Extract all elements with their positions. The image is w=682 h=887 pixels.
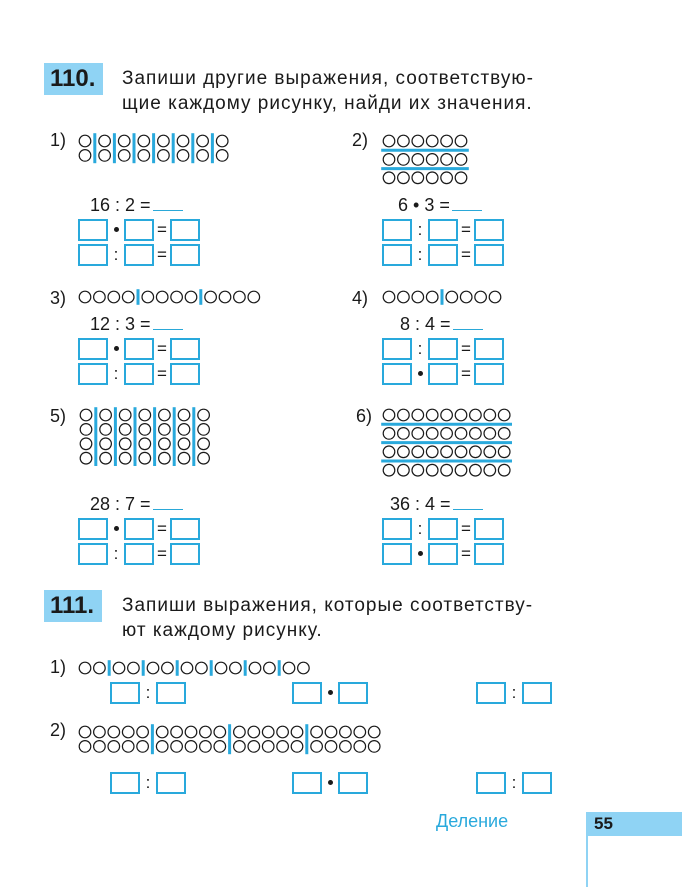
counter-circle bbox=[137, 741, 149, 753]
counter-circle bbox=[79, 150, 91, 162]
counter-circle bbox=[138, 150, 150, 162]
task-111-item-label-2: 2) bbox=[50, 720, 67, 740]
answer-box[interactable] bbox=[292, 772, 322, 794]
counter-circle bbox=[277, 741, 289, 753]
counter-circle bbox=[79, 741, 91, 753]
counter-circle bbox=[142, 291, 154, 303]
counter-circle bbox=[455, 135, 467, 147]
equals-sign: = bbox=[157, 220, 167, 239]
counter-circle bbox=[94, 291, 106, 303]
counter-circle bbox=[383, 172, 395, 184]
counter-circle bbox=[426, 291, 438, 303]
counter-circle bbox=[196, 662, 208, 674]
task-number-110: 110. bbox=[44, 63, 103, 95]
answer-box[interactable] bbox=[382, 219, 412, 241]
counter-circle bbox=[158, 135, 170, 147]
counter-circle bbox=[441, 428, 453, 440]
task-111-item-label-1: 1) bbox=[50, 657, 67, 677]
counter-circle bbox=[264, 662, 276, 674]
counter-circle bbox=[484, 464, 496, 476]
counter-circle bbox=[412, 464, 424, 476]
counter-circle bbox=[198, 409, 210, 421]
counter-circle bbox=[178, 438, 190, 450]
counter-circle bbox=[138, 135, 150, 147]
divide-sign: : bbox=[113, 364, 119, 383]
counter-circle bbox=[383, 446, 395, 458]
answer-box[interactable] bbox=[170, 244, 200, 266]
counter-circle bbox=[216, 150, 228, 162]
counter-circle bbox=[94, 741, 106, 753]
counter-circle bbox=[139, 424, 151, 436]
divide-sign: : bbox=[417, 519, 423, 538]
answer-box[interactable] bbox=[124, 518, 154, 540]
counter-circle bbox=[94, 662, 106, 674]
counter-circle bbox=[79, 135, 91, 147]
answer-box[interactable] bbox=[428, 338, 458, 360]
counter-circle bbox=[122, 726, 134, 738]
counter-circle bbox=[171, 291, 183, 303]
page-number: 55 bbox=[594, 814, 613, 833]
answer-box[interactable] bbox=[78, 363, 108, 385]
counter-circle bbox=[137, 726, 149, 738]
counter-circle bbox=[159, 452, 171, 464]
counter-circle bbox=[230, 662, 242, 674]
counter-circle bbox=[197, 135, 209, 147]
counter-circle bbox=[455, 154, 467, 166]
counter-circle bbox=[354, 741, 366, 753]
counter-circle bbox=[340, 726, 352, 738]
answer-box[interactable] bbox=[110, 772, 140, 794]
counter-circle bbox=[340, 741, 352, 753]
counter-circle bbox=[470, 446, 482, 458]
counter-circle bbox=[368, 726, 380, 738]
counter-circle bbox=[325, 726, 337, 738]
answer-box[interactable] bbox=[428, 244, 458, 266]
answer-box[interactable] bbox=[428, 219, 458, 241]
answer-box[interactable] bbox=[124, 543, 154, 565]
divide-sign: : bbox=[511, 683, 517, 702]
counter-circle bbox=[455, 172, 467, 184]
item-label-6: 6) bbox=[356, 406, 373, 426]
task-111-text-line1: Запиши выражения, которые соответству- bbox=[122, 595, 534, 616]
counter-circle bbox=[383, 409, 395, 421]
answer-box[interactable] bbox=[170, 543, 200, 565]
counter-circle bbox=[398, 428, 410, 440]
counter-circle bbox=[398, 154, 410, 166]
counter-circle bbox=[214, 726, 226, 738]
equation-6: 36 : 4 = bbox=[390, 494, 483, 515]
equation-2: 6 • 3 = bbox=[398, 195, 482, 216]
counter-circle bbox=[171, 726, 183, 738]
answer-box[interactable] bbox=[78, 543, 108, 565]
counter-circle bbox=[205, 291, 217, 303]
counter-circle bbox=[128, 662, 140, 674]
equation-3: 12 : 3 = bbox=[90, 314, 183, 335]
multiply-sign bbox=[328, 780, 333, 785]
counter-circle bbox=[198, 424, 210, 436]
counter-circle bbox=[455, 446, 467, 458]
counter-circle bbox=[197, 150, 209, 162]
counter-circle bbox=[426, 135, 438, 147]
counter-circle bbox=[470, 428, 482, 440]
answer-box[interactable] bbox=[110, 682, 140, 704]
counter-circle bbox=[398, 172, 410, 184]
divide-sign: : bbox=[417, 220, 423, 239]
counter-circle bbox=[80, 409, 92, 421]
counter-circle bbox=[441, 446, 453, 458]
counter-circle bbox=[159, 409, 171, 421]
answer-box[interactable] bbox=[522, 682, 552, 704]
answer-box[interactable] bbox=[124, 338, 154, 360]
item-label-5: 5) bbox=[50, 406, 67, 426]
counter-circle bbox=[354, 726, 366, 738]
counter-circle bbox=[383, 154, 395, 166]
answer-box[interactable] bbox=[170, 219, 200, 241]
counter-circle bbox=[119, 438, 131, 450]
counter-circle bbox=[441, 172, 453, 184]
multiply-sign bbox=[114, 346, 119, 351]
counter-circle bbox=[311, 741, 323, 753]
answer-box[interactable] bbox=[156, 682, 186, 704]
counter-circle bbox=[108, 726, 120, 738]
counter-circle bbox=[200, 741, 212, 753]
counter-circle bbox=[99, 150, 111, 162]
counter-circle bbox=[215, 662, 227, 674]
counter-circle bbox=[216, 135, 228, 147]
counter-circle bbox=[498, 446, 510, 458]
counter-circle bbox=[398, 464, 410, 476]
counter-circle bbox=[262, 726, 274, 738]
equation-1: 16 : 2 = bbox=[90, 195, 183, 216]
counter-circle bbox=[122, 741, 134, 753]
counter-circle bbox=[484, 428, 496, 440]
counter-circle bbox=[368, 741, 380, 753]
counter-circle bbox=[234, 726, 246, 738]
counter-circle bbox=[426, 446, 438, 458]
counter-circle bbox=[426, 154, 438, 166]
counter-circle bbox=[178, 452, 190, 464]
answer-box[interactable] bbox=[156, 772, 186, 794]
counter-circle bbox=[119, 409, 131, 421]
item-label-3: 3) bbox=[50, 288, 67, 308]
counter-circle bbox=[489, 291, 501, 303]
counter-circle bbox=[398, 135, 410, 147]
counter-circle bbox=[214, 741, 226, 753]
answer-box[interactable] bbox=[428, 518, 458, 540]
counter-circle bbox=[159, 438, 171, 450]
counter-circle bbox=[470, 409, 482, 421]
counter-circle bbox=[219, 291, 231, 303]
counter-circle bbox=[156, 291, 168, 303]
counter-circle bbox=[383, 428, 395, 440]
counter-circle bbox=[100, 438, 112, 450]
counter-circle bbox=[159, 424, 171, 436]
counter-circle bbox=[171, 741, 183, 753]
equals-sign: = bbox=[157, 544, 167, 563]
answer-box[interactable] bbox=[522, 772, 552, 794]
answer-box[interactable] bbox=[428, 543, 458, 565]
counter-circle bbox=[249, 662, 261, 674]
counter-circle bbox=[118, 135, 130, 147]
divide-sign: : bbox=[417, 245, 423, 264]
counter-circle bbox=[118, 150, 130, 162]
page-margin-line bbox=[586, 836, 588, 887]
counter-circle bbox=[119, 452, 131, 464]
equals-sign: = bbox=[461, 220, 471, 239]
counter-circle bbox=[108, 291, 120, 303]
counter-circle bbox=[398, 446, 410, 458]
counter-circle bbox=[426, 428, 438, 440]
counter-circle bbox=[162, 662, 174, 674]
multiply-sign bbox=[418, 371, 423, 376]
counter-circle bbox=[325, 741, 337, 753]
counter-circle bbox=[498, 409, 510, 421]
answer-box[interactable] bbox=[338, 772, 368, 794]
item-label-4: 4) bbox=[352, 288, 369, 308]
counter-circle bbox=[80, 452, 92, 464]
counter-circle bbox=[398, 291, 410, 303]
counter-circle bbox=[470, 464, 482, 476]
counter-circle bbox=[200, 726, 212, 738]
counter-circle bbox=[100, 409, 112, 421]
divide-sign: : bbox=[145, 683, 151, 702]
answer-box[interactable] bbox=[474, 363, 504, 385]
answer-box[interactable] bbox=[382, 363, 412, 385]
counter-circle bbox=[426, 172, 438, 184]
counter-circle bbox=[412, 172, 424, 184]
counter-circle bbox=[291, 726, 303, 738]
counter-circle bbox=[113, 662, 125, 674]
counter-circle bbox=[139, 452, 151, 464]
counter-circle bbox=[79, 291, 91, 303]
multiply-sign bbox=[328, 690, 333, 695]
counter-circle bbox=[311, 726, 323, 738]
counter-circle bbox=[108, 741, 120, 753]
counter-circle bbox=[446, 291, 458, 303]
equals-sign: = bbox=[461, 339, 471, 358]
counter-circle bbox=[412, 135, 424, 147]
divide-sign: : bbox=[113, 245, 119, 264]
counter-circle bbox=[291, 741, 303, 753]
counter-circle bbox=[198, 452, 210, 464]
counter-circle bbox=[248, 291, 260, 303]
counter-circle bbox=[185, 726, 197, 738]
task-111-text-line2: ют каждому рисунку. bbox=[122, 620, 323, 641]
counter-circle bbox=[234, 741, 246, 753]
counter-circle bbox=[94, 726, 106, 738]
answer-box[interactable] bbox=[382, 543, 412, 565]
counter-circle bbox=[178, 409, 190, 421]
counter-circle bbox=[185, 741, 197, 753]
counter-circle bbox=[455, 464, 467, 476]
section-title: Деление bbox=[436, 811, 509, 831]
counter-circle bbox=[79, 662, 91, 674]
answer-box[interactable] bbox=[292, 682, 322, 704]
item-label-1: 1) bbox=[50, 130, 67, 150]
answer-box[interactable] bbox=[476, 682, 506, 704]
counter-circle bbox=[139, 438, 151, 450]
answer-box[interactable] bbox=[474, 244, 504, 266]
multiply-sign bbox=[418, 551, 423, 556]
counter-circle bbox=[412, 428, 424, 440]
counter-circle bbox=[412, 446, 424, 458]
counter-circle bbox=[455, 409, 467, 421]
answer-box[interactable] bbox=[124, 363, 154, 385]
answer-box[interactable] bbox=[170, 518, 200, 540]
counter-circle bbox=[198, 438, 210, 450]
equals-sign: = bbox=[461, 245, 471, 264]
divide-sign: : bbox=[511, 773, 517, 792]
counter-circle bbox=[426, 409, 438, 421]
counter-circle bbox=[383, 135, 395, 147]
counter-circle bbox=[248, 741, 260, 753]
answer-box[interactable] bbox=[78, 244, 108, 266]
counter-circle bbox=[277, 726, 289, 738]
counter-circle bbox=[181, 662, 193, 674]
counter-circle bbox=[158, 150, 170, 162]
answer-box[interactable] bbox=[476, 772, 506, 794]
answer-box[interactable] bbox=[78, 518, 108, 540]
equation-4: 8 : 4 = bbox=[400, 314, 483, 335]
multiply-sign bbox=[114, 227, 119, 232]
answer-box[interactable] bbox=[170, 363, 200, 385]
counter-circle bbox=[498, 464, 510, 476]
divide-sign: : bbox=[113, 544, 119, 563]
counter-circle bbox=[100, 452, 112, 464]
counter-circle bbox=[262, 741, 274, 753]
answer-box[interactable] bbox=[474, 518, 504, 540]
equals-sign: = bbox=[461, 544, 471, 563]
counter-circle bbox=[412, 291, 424, 303]
answer-box[interactable] bbox=[78, 219, 108, 241]
counter-circle bbox=[177, 150, 189, 162]
counter-circle bbox=[79, 726, 91, 738]
counter-circle bbox=[156, 726, 168, 738]
counter-circle bbox=[298, 662, 310, 674]
counter-circle bbox=[475, 291, 487, 303]
task-110-text-line1: Запиши другие выражения, соответствую- bbox=[122, 68, 534, 89]
equals-sign: = bbox=[157, 519, 167, 538]
answer-box[interactable] bbox=[382, 244, 412, 266]
answer-box[interactable] bbox=[474, 219, 504, 241]
counter-circle bbox=[178, 424, 190, 436]
equals-sign: = bbox=[157, 364, 167, 383]
counter-circle bbox=[99, 135, 111, 147]
counter-circle bbox=[80, 424, 92, 436]
counter-circle bbox=[484, 446, 496, 458]
counter-circle bbox=[498, 428, 510, 440]
counter-circle bbox=[455, 428, 467, 440]
answer-box[interactable] bbox=[124, 244, 154, 266]
equals-sign: = bbox=[461, 519, 471, 538]
counter-circle bbox=[139, 409, 151, 421]
answer-box[interactable] bbox=[124, 219, 154, 241]
equals-sign: = bbox=[157, 339, 167, 358]
answer-box[interactable] bbox=[382, 518, 412, 540]
counter-circle bbox=[441, 464, 453, 476]
counter-circle bbox=[185, 291, 197, 303]
answer-box[interactable] bbox=[474, 338, 504, 360]
counter-circle bbox=[383, 291, 395, 303]
counter-circle bbox=[119, 424, 131, 436]
equation-5: 28 : 7 = bbox=[90, 494, 183, 515]
counter-circle bbox=[426, 464, 438, 476]
counter-circle bbox=[156, 741, 168, 753]
counter-circle bbox=[441, 409, 453, 421]
counter-circle bbox=[383, 464, 395, 476]
counter-circle bbox=[441, 135, 453, 147]
answer-box[interactable] bbox=[382, 338, 412, 360]
divide-sign: : bbox=[417, 339, 423, 358]
counter-circle bbox=[248, 726, 260, 738]
answer-box[interactable] bbox=[428, 363, 458, 385]
item-label-2: 2) bbox=[352, 130, 369, 150]
task-110-text-line2: щие каждому рисунку, найди их значения. bbox=[122, 93, 533, 114]
answer-box[interactable] bbox=[170, 338, 200, 360]
counter-circle bbox=[460, 291, 472, 303]
counter-circle bbox=[412, 409, 424, 421]
multiply-sign bbox=[114, 526, 119, 531]
counter-circle bbox=[398, 409, 410, 421]
answer-box[interactable] bbox=[338, 682, 368, 704]
divide-sign: : bbox=[145, 773, 151, 792]
counter-circle bbox=[80, 438, 92, 450]
counter-circle bbox=[100, 424, 112, 436]
answer-box[interactable] bbox=[474, 543, 504, 565]
counter-circle bbox=[147, 662, 159, 674]
task-number-111: 111. bbox=[44, 590, 102, 622]
counter-circle bbox=[177, 135, 189, 147]
counter-circle bbox=[234, 291, 246, 303]
equals-sign: = bbox=[461, 364, 471, 383]
counter-circle bbox=[283, 662, 295, 674]
counter-circle bbox=[441, 154, 453, 166]
counter-circle bbox=[412, 154, 424, 166]
equals-sign: = bbox=[157, 245, 167, 264]
counter-circle bbox=[122, 291, 134, 303]
counter-circle bbox=[484, 409, 496, 421]
answer-box[interactable] bbox=[78, 338, 108, 360]
